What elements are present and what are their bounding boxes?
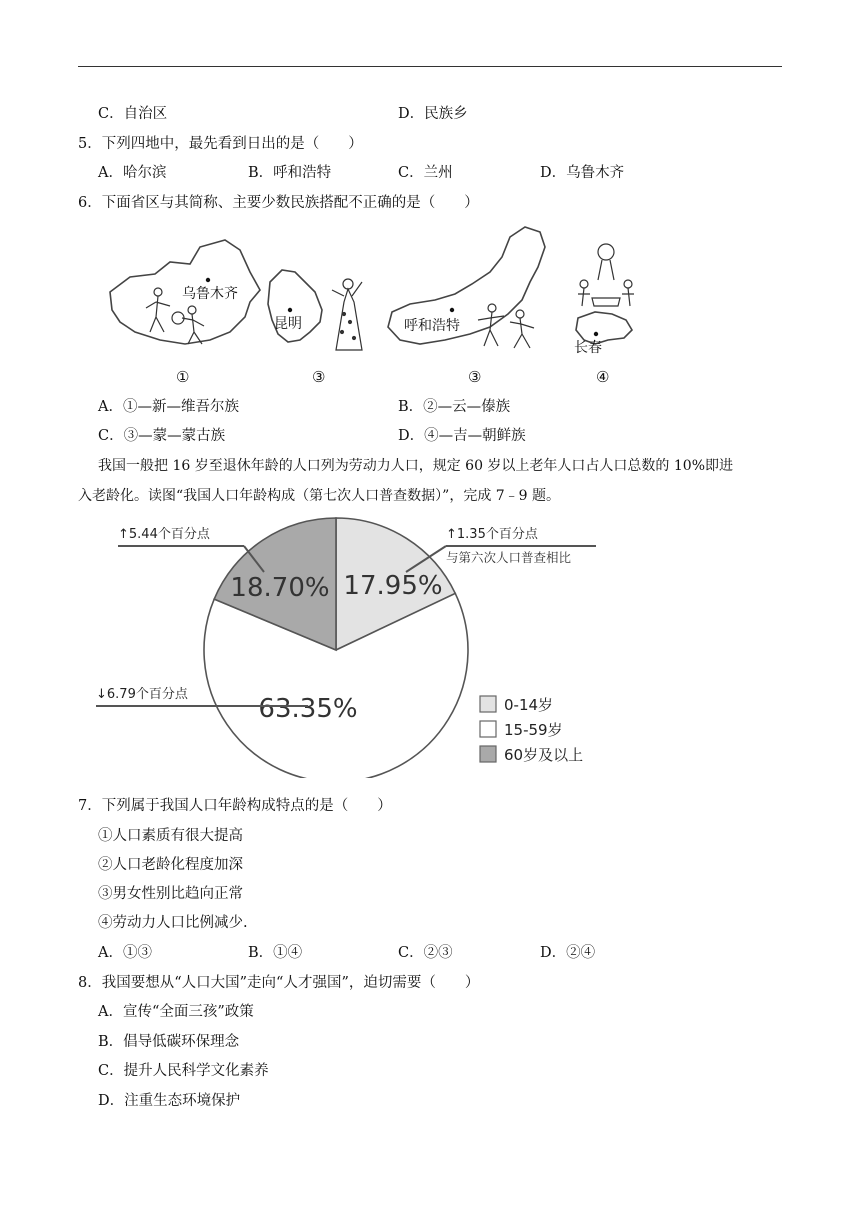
q7-stem: 7．下列属于我国人口年龄构成特点的是（ ） [78, 798, 392, 814]
q8-option-d: D．注重生态环境保护 [98, 1093, 241, 1109]
map-num-4: ④ [596, 368, 610, 386]
map-jilin [574, 244, 634, 386]
map-xinjiang [110, 240, 260, 386]
q6-stem: 6．下面省区与其简称、主要少数民族搭配不正确的是（ ） [78, 195, 479, 211]
map-inner-mongolia [388, 227, 545, 386]
q5-option-b: B．呼和浩特 [248, 165, 332, 181]
map-city-4: 长春 [574, 340, 602, 356]
q5-option-c: C．兰州 [398, 165, 453, 181]
q7-option-d: D．②④ [540, 945, 596, 961]
map-city-2: 昆明 [274, 316, 302, 332]
q7-statement-2: ②人口老龄化程度加深 [98, 857, 243, 873]
pie-comparison-note: 与第六次人口普查相比 [446, 550, 572, 565]
korean-dancers-icon [578, 244, 634, 306]
age-structure-pie-chart [96, 512, 616, 778]
pie-value-label-2: 63.35% [258, 694, 358, 724]
header-rule [78, 66, 782, 67]
q5-option-a: A．哈尔滨 [98, 165, 167, 181]
q7-option-b: B．①④ [248, 945, 303, 961]
q8-stem: 8．我国要想从“人口大国”走向“人才强国”，迫切需要（ ） [78, 975, 480, 991]
map-city-3: 呼和浩特 [404, 318, 460, 334]
q4-option-d: D．民族乡 [398, 106, 468, 122]
map-num-3: ③ [468, 368, 482, 386]
pie-value-label-1: 17.95% [343, 571, 443, 601]
q8-option-c: C．提升人民科学文化素养 [98, 1063, 269, 1079]
legend-label-1: 0-14岁 [504, 696, 554, 714]
map-num-2: ③ [312, 368, 326, 386]
pie-change-label-1: ↑1.35个百分点 [446, 527, 538, 542]
q8-option-a: A．宣传“全面三孩”政策 [98, 1004, 254, 1020]
q6-option-b: B．②—云—傣族 [398, 399, 511, 415]
map-num-1: ① [176, 368, 190, 386]
q5-option-d: D．乌鲁木齐 [540, 165, 625, 181]
q7-option-c: C．②③ [398, 945, 453, 961]
q5-stem: 5．下列四地中，最先看到日出的是（ ） [78, 136, 363, 152]
mongol-dancers-icon [478, 304, 534, 348]
pie-change-label-2: ↓6.79个百分点 [96, 687, 188, 702]
q4-option-c: C．自治区 [98, 106, 168, 122]
dai-dancer-icon [332, 279, 362, 350]
pie-change-label-3: ↑5.44个百分点 [118, 527, 210, 542]
legend-label-3: 60岁及以上 [504, 746, 584, 764]
q7-statement-4: ④劳动力人口比例减少. [98, 915, 248, 931]
q7-option-a: A．①③ [98, 945, 152, 961]
q6-option-d: D．④—吉—朝鲜族 [398, 428, 526, 444]
legend-swatch-1 [480, 696, 496, 712]
map-city-1: 乌鲁木齐 [182, 286, 238, 302]
passage-line-2: 入老龄化。读图“我国人口年龄构成（第七次人口普查数据）”，完成 7﹣9 题。 [78, 488, 561, 504]
q8-option-b: B．倡导低碳环保理念 [98, 1034, 240, 1050]
map-yunnan [268, 270, 362, 386]
q6-option-c: C．③—蒙—蒙古族 [98, 428, 226, 444]
q7-statement-1: ①人口素质有很大提高 [98, 828, 243, 844]
legend-swatch-2 [480, 721, 496, 737]
passage-line-1: 我国一般把 16 岁至退休年龄的人口列为劳动力人口，规定 60 岁以上老年人口占人口总数的 10%即进 [98, 458, 733, 474]
q6-option-a: A．①—新—维吾尔族 [98, 399, 239, 415]
legend-label-2: 15-59岁 [504, 721, 563, 739]
q7-statement-3: ③男女性别比趋向正常 [98, 886, 243, 902]
pie-value-label-3: 18.70% [230, 573, 330, 603]
legend-swatch-3 [480, 746, 496, 762]
q6-province-maps [100, 222, 660, 392]
